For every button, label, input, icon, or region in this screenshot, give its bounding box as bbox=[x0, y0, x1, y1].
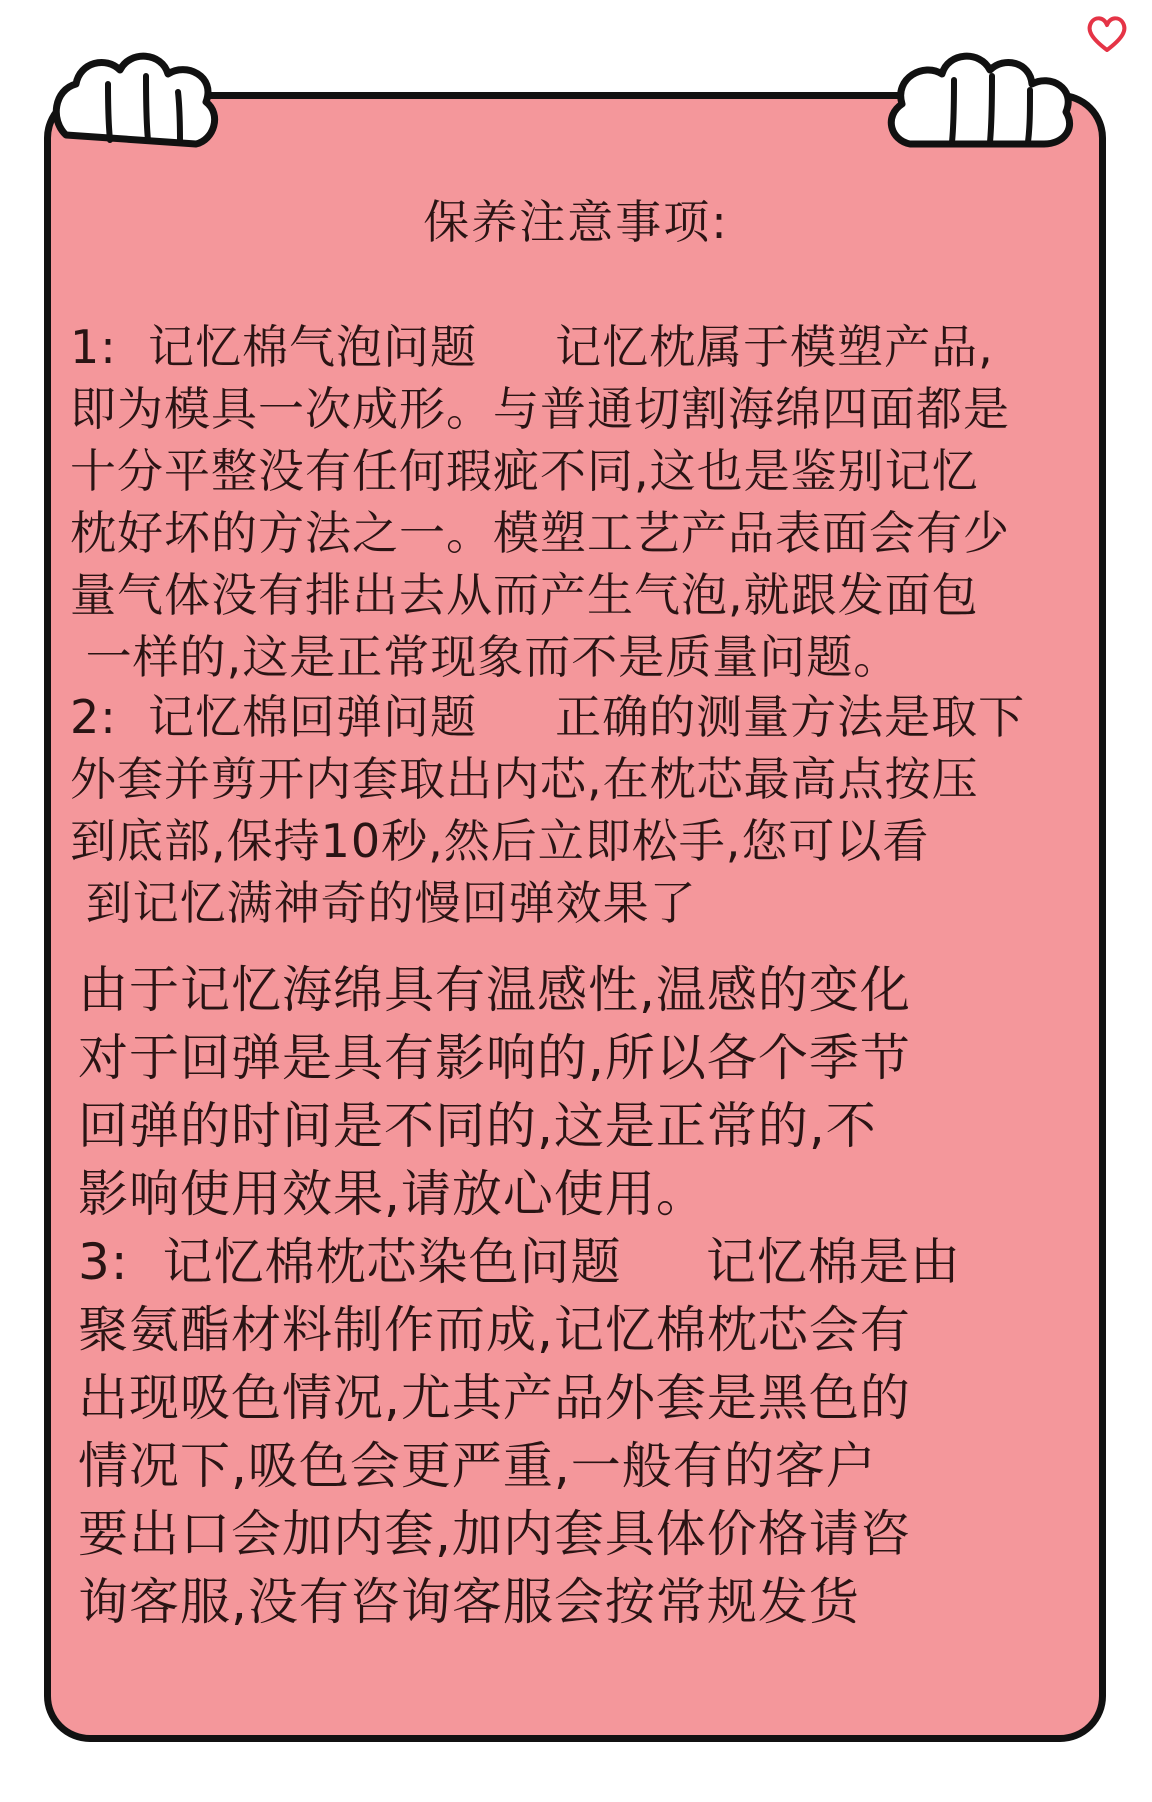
text-line: 十分平整没有任何瑕疵不同,这也是鉴别记忆 bbox=[70, 444, 979, 498]
text-line: 情况下,吸色会更严重,一般有的客户 bbox=[78, 1437, 877, 1495]
text-line: 1: 记忆棉气泡问题 记忆枕属于模塑产品, bbox=[70, 320, 994, 374]
text-line: 要出口会加内套,加内套具体价格请咨 bbox=[78, 1505, 911, 1563]
text-line: 外套并剪开内套取出内芯,在枕芯最高点按压 bbox=[70, 752, 979, 806]
text-line: 由于记忆海绵具有温感性,温感的变化 bbox=[78, 961, 911, 1019]
text-line: 对于回弹是具有影响的,所以各个季节 bbox=[78, 1029, 911, 1087]
section-bubble-issue bbox=[70, 316, 1010, 688]
text-line: 枕好坏的方法之一。模塑工艺产品表面会有少 bbox=[70, 506, 1010, 560]
heart-icon bbox=[1085, 14, 1129, 54]
text-line: 聚氨酯材料制作而成,记忆棉枕芯会有 bbox=[78, 1301, 911, 1359]
text-line: 到记忆满神奇的慢回弹效果了 bbox=[70, 876, 697, 930]
text-line: 一样的,这是正常现象而不是质量问题。 bbox=[70, 630, 901, 684]
section-rebound-issue bbox=[70, 686, 1025, 934]
cartoon-hand-icon bbox=[46, 40, 236, 150]
text-line: 影响使用效果,请放心使用。 bbox=[78, 1165, 707, 1223]
cartoon-hand-icon bbox=[880, 40, 1090, 150]
text-line: 回弹的时间是不同的,这是正常的,不 bbox=[78, 1097, 877, 1155]
text-line: 2: 记忆棉回弹问题 正确的测量方法是取下 bbox=[70, 690, 1026, 744]
text-line: 3: 记忆棉枕芯染色问题 记忆棉是由 bbox=[78, 1233, 961, 1291]
text-line: 即为模具一次成形。与普通切割海绵四面都是 bbox=[70, 382, 1010, 436]
text-line: 量气体没有排出去从而产生气泡,就跟发面包 bbox=[70, 568, 979, 622]
section-temperature-note bbox=[78, 956, 911, 1228]
section-staining-issue bbox=[78, 1228, 961, 1636]
text-line: 询客服,没有咨询客服会按常规发货 bbox=[78, 1573, 860, 1631]
text-line: 到底部,保持10秒,然后立即松手,您可以看 bbox=[70, 814, 930, 868]
page-title: 保养注意事项: bbox=[423, 195, 729, 249]
text-line: 出现吸色情况,尤其产品外套是黑色的 bbox=[78, 1369, 911, 1427]
